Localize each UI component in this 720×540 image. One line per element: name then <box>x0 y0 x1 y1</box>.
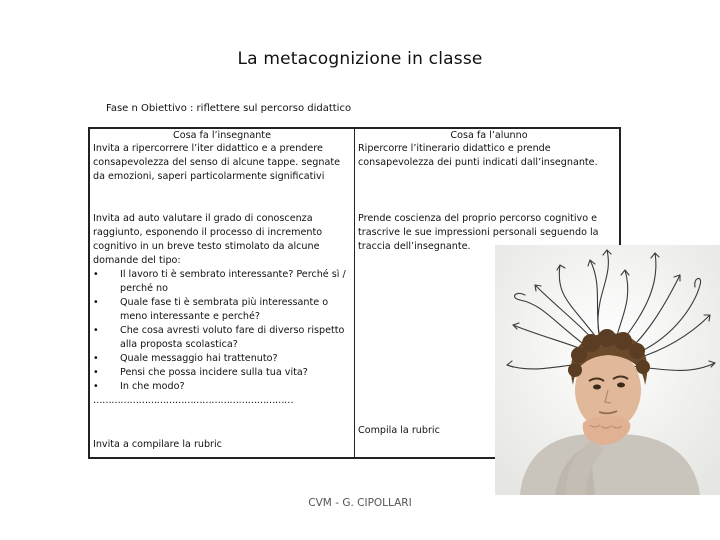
list-item: • Quale messaggio hai trattenuto? <box>93 353 278 364</box>
student-row1-text: Ripercorre l’itinerario didattico e prende consapevolezza dei punti indicati dall’insegnante. <box>358 143 598 168</box>
thinking-man-illustration <box>495 245 720 495</box>
student-row3-text: Compila la rubric <box>358 425 440 436</box>
list-item: • Quale fase ti è sembrata più interessante o meno interessante e perché? <box>93 297 329 322</box>
bullet-icon: • <box>93 297 99 308</box>
footer-credit: CVM - G. CIPOLLARI <box>308 497 412 509</box>
thinking-man-photo <box>495 245 720 495</box>
teacher-column <box>93 129 351 452</box>
list-item: • Il lavoro ti è sembrato interessante? Perché sì / perché no <box>93 269 346 294</box>
dotted-line: ………………………………………………………… <box>93 395 294 406</box>
bullet-icon: • <box>93 353 99 364</box>
list-item: • In che modo? <box>93 381 185 392</box>
column-divider <box>354 129 355 457</box>
student-header: Cosa fa l’alunno <box>450 130 528 141</box>
bullet-icon: • <box>93 381 99 392</box>
student-row2-text: Prende coscienza del proprio percorso cognitivo e trascrive le sue impressioni personali seguendo la traccia dell’insegnante. <box>358 213 599 252</box>
teacher-row3-text: Invita a compilare la rubric <box>93 439 222 450</box>
teacher-row1-text: Invita a ripercorrere l’iter didattico e a prendere consapevolezza del senso di alcune tappe. segnate da emozioni, saperi particolarmente significativi <box>93 143 340 182</box>
subtitle: Fase n Obiettivo : riflettere sul percorso didattico <box>106 103 352 114</box>
list-item: • Pensi che possa incidere sulla tua vita? <box>93 367 308 378</box>
teacher-row2-intro: Invita ad auto valutare il grado di conoscenza raggiunto, esponendo il processo di incremento cognitivo in un breve testo stimolato da alcune domande del tipo: <box>93 213 323 266</box>
bullet-icon: • <box>93 325 99 336</box>
bullet-icon: • <box>93 367 99 378</box>
list-item: • Che cosa avresti voluto fare di diverso rispetto alla proposta scolastica? <box>93 325 345 350</box>
bullet-icon: • <box>93 269 99 280</box>
question-list <box>93 268 351 394</box>
teacher-header: Cosa fa l’insegnante <box>173 130 271 141</box>
page-title: La metacognizione in classe <box>237 49 483 69</box>
